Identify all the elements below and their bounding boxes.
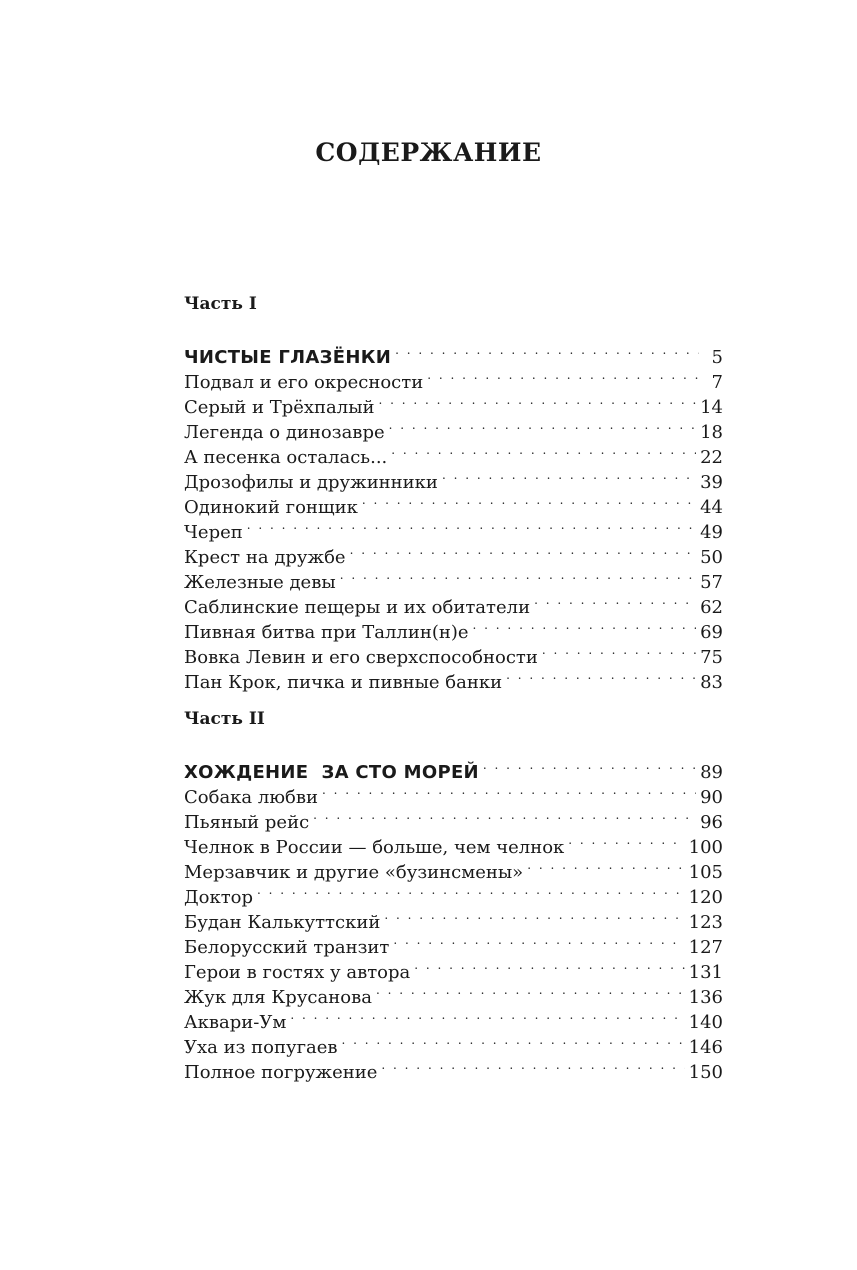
- part-2: [184, 707, 723, 1083]
- toc-entry-title: Дрозофилы и дружинники: [184, 472, 438, 493]
- toc-entry-page: 105: [688, 862, 723, 883]
- toc-entry[interactable]: [184, 338, 723, 368]
- dot-leader: [442, 463, 696, 488]
- toc-entry-page: 69: [700, 622, 723, 643]
- toc-entry-page: 100: [688, 837, 723, 858]
- dot-leader: [542, 638, 696, 663]
- dot-leader: [391, 438, 696, 463]
- toc-entry-title: Доктор: [184, 887, 254, 908]
- dot-leader: [384, 903, 684, 928]
- toc-entry-page: 136: [688, 987, 723, 1008]
- dot-leader: [376, 978, 685, 1003]
- toc-entry-page: 90: [700, 787, 723, 808]
- dot-leader: [527, 853, 684, 878]
- toc-entry[interactable]: [184, 513, 723, 543]
- dot-leader: [506, 663, 696, 688]
- toc-entry-title: Серый и Трёхпалый: [184, 397, 375, 418]
- dot-leader: [340, 563, 696, 588]
- toc-entry-title: Белорусский транзит: [184, 937, 390, 958]
- toc-entry-page: 120: [688, 887, 723, 908]
- toc-entry-page: 7: [711, 372, 723, 393]
- dot-leader: [322, 778, 696, 803]
- dot-leader: [313, 803, 696, 828]
- dot-leader: [483, 753, 696, 778]
- toc-entry[interactable]: [184, 878, 723, 908]
- dot-leader: [473, 613, 697, 638]
- toc-entry-title: Челнок в России — больше, чем челнок: [184, 837, 565, 858]
- toc-entry[interactable]: [184, 753, 723, 783]
- toc-entry-title: Уха из попугаев: [184, 1037, 338, 1058]
- toc-entry-title: Мерзавчик и другие «бузинсмены»: [184, 862, 524, 883]
- toc-entry-page: 49: [700, 522, 723, 543]
- dot-leader: [414, 953, 684, 978]
- page-title: СОДЕРЖАНИЕ: [315, 138, 542, 167]
- toc-entry-page: 89: [700, 762, 723, 783]
- toc-entry-title: Подвал и его окресности: [184, 372, 424, 393]
- toc-list: [184, 753, 723, 1083]
- toc-entry-page: 57: [700, 572, 723, 593]
- toc-entry-title: Герои в гостях у автора: [184, 962, 411, 983]
- dot-leader: [393, 928, 684, 953]
- toc-entry-title: ХОЖДЕНИЕ ЗА СТО МОРЕЙ: [184, 762, 479, 783]
- toc-entry-page: 39: [700, 472, 723, 493]
- toc-entry-title: Жук для Крусанова: [184, 987, 372, 1008]
- toc-entry-page: 75: [700, 647, 723, 668]
- toc-entry-title: Череп: [184, 522, 243, 543]
- toc-entry-page: 22: [700, 447, 723, 468]
- toc-entry[interactable]: [184, 538, 723, 568]
- toc-entry-page: 50: [700, 547, 723, 568]
- toc-entry-page: 150: [688, 1062, 723, 1083]
- toc-entry-page: 140: [688, 1012, 723, 1033]
- toc-entry-title: Собака любви: [184, 787, 318, 808]
- dot-leader: [379, 388, 697, 413]
- toc-entry-page: 131: [688, 962, 723, 983]
- toc-entry-title: Вовка Левин и его сверхспособности: [184, 647, 538, 668]
- toc-entry-page: 5: [711, 347, 723, 368]
- toc-entry-title: А песенка осталась...: [184, 447, 388, 468]
- toc-entry-title: Саблинские пещеры и их обитатели: [184, 597, 531, 618]
- part-label: Часть I: [184, 294, 257, 314]
- toc-entry-title: Крест на дружбе: [184, 547, 346, 568]
- toc-entry-page: 62: [700, 597, 723, 618]
- toc-entry-title: ЧИСТЫЕ ГЛАЗЁНКИ: [184, 347, 392, 368]
- toc-entry-page: 146: [688, 1037, 723, 1058]
- toc-entry-page: 96: [700, 812, 723, 833]
- toc-entry-title: Пивная битва при Таллин(н)е: [184, 622, 469, 643]
- dot-leader: [362, 488, 696, 513]
- toc-entry-page: 44: [700, 497, 723, 518]
- toc-entry-title: Аквари-Ум: [184, 1012, 287, 1033]
- toc-entry-title: Пан Крок, пичка и пивные банки: [184, 672, 503, 693]
- dot-leader: [257, 878, 685, 903]
- dot-leader: [395, 338, 699, 363]
- dot-leader: [534, 588, 696, 613]
- toc-entry-title: Одинокий гонщик: [184, 497, 358, 518]
- toc-entry-page: 127: [688, 937, 723, 958]
- dot-leader: [247, 513, 696, 538]
- toc-entry-page: 83: [700, 672, 723, 693]
- toc-entry-page: 18: [700, 422, 723, 443]
- part-1: [184, 292, 723, 693]
- part-label: Часть II: [184, 709, 265, 729]
- toc-entry-title: Пьяный рейс: [184, 812, 310, 833]
- dot-leader: [290, 1003, 684, 1028]
- toc-entry-page: 123: [688, 912, 723, 933]
- toc-entry-title: Полное погружение: [184, 1062, 378, 1083]
- toc-entry-title: Железные девы: [184, 572, 336, 593]
- dot-leader: [381, 1053, 684, 1078]
- toc-entry-page: 14: [700, 397, 723, 418]
- dot-leader: [568, 828, 684, 853]
- toc-list: [184, 338, 723, 693]
- dot-leader: [427, 363, 699, 388]
- toc-entry[interactable]: [184, 903, 723, 933]
- dot-leader: [350, 538, 697, 563]
- toc-entry-title: Легенда о динозавре: [184, 422, 385, 443]
- toc-entry-title: Будан Калькуттский: [184, 912, 381, 933]
- dot-leader: [342, 1028, 685, 1053]
- dot-leader: [389, 413, 696, 438]
